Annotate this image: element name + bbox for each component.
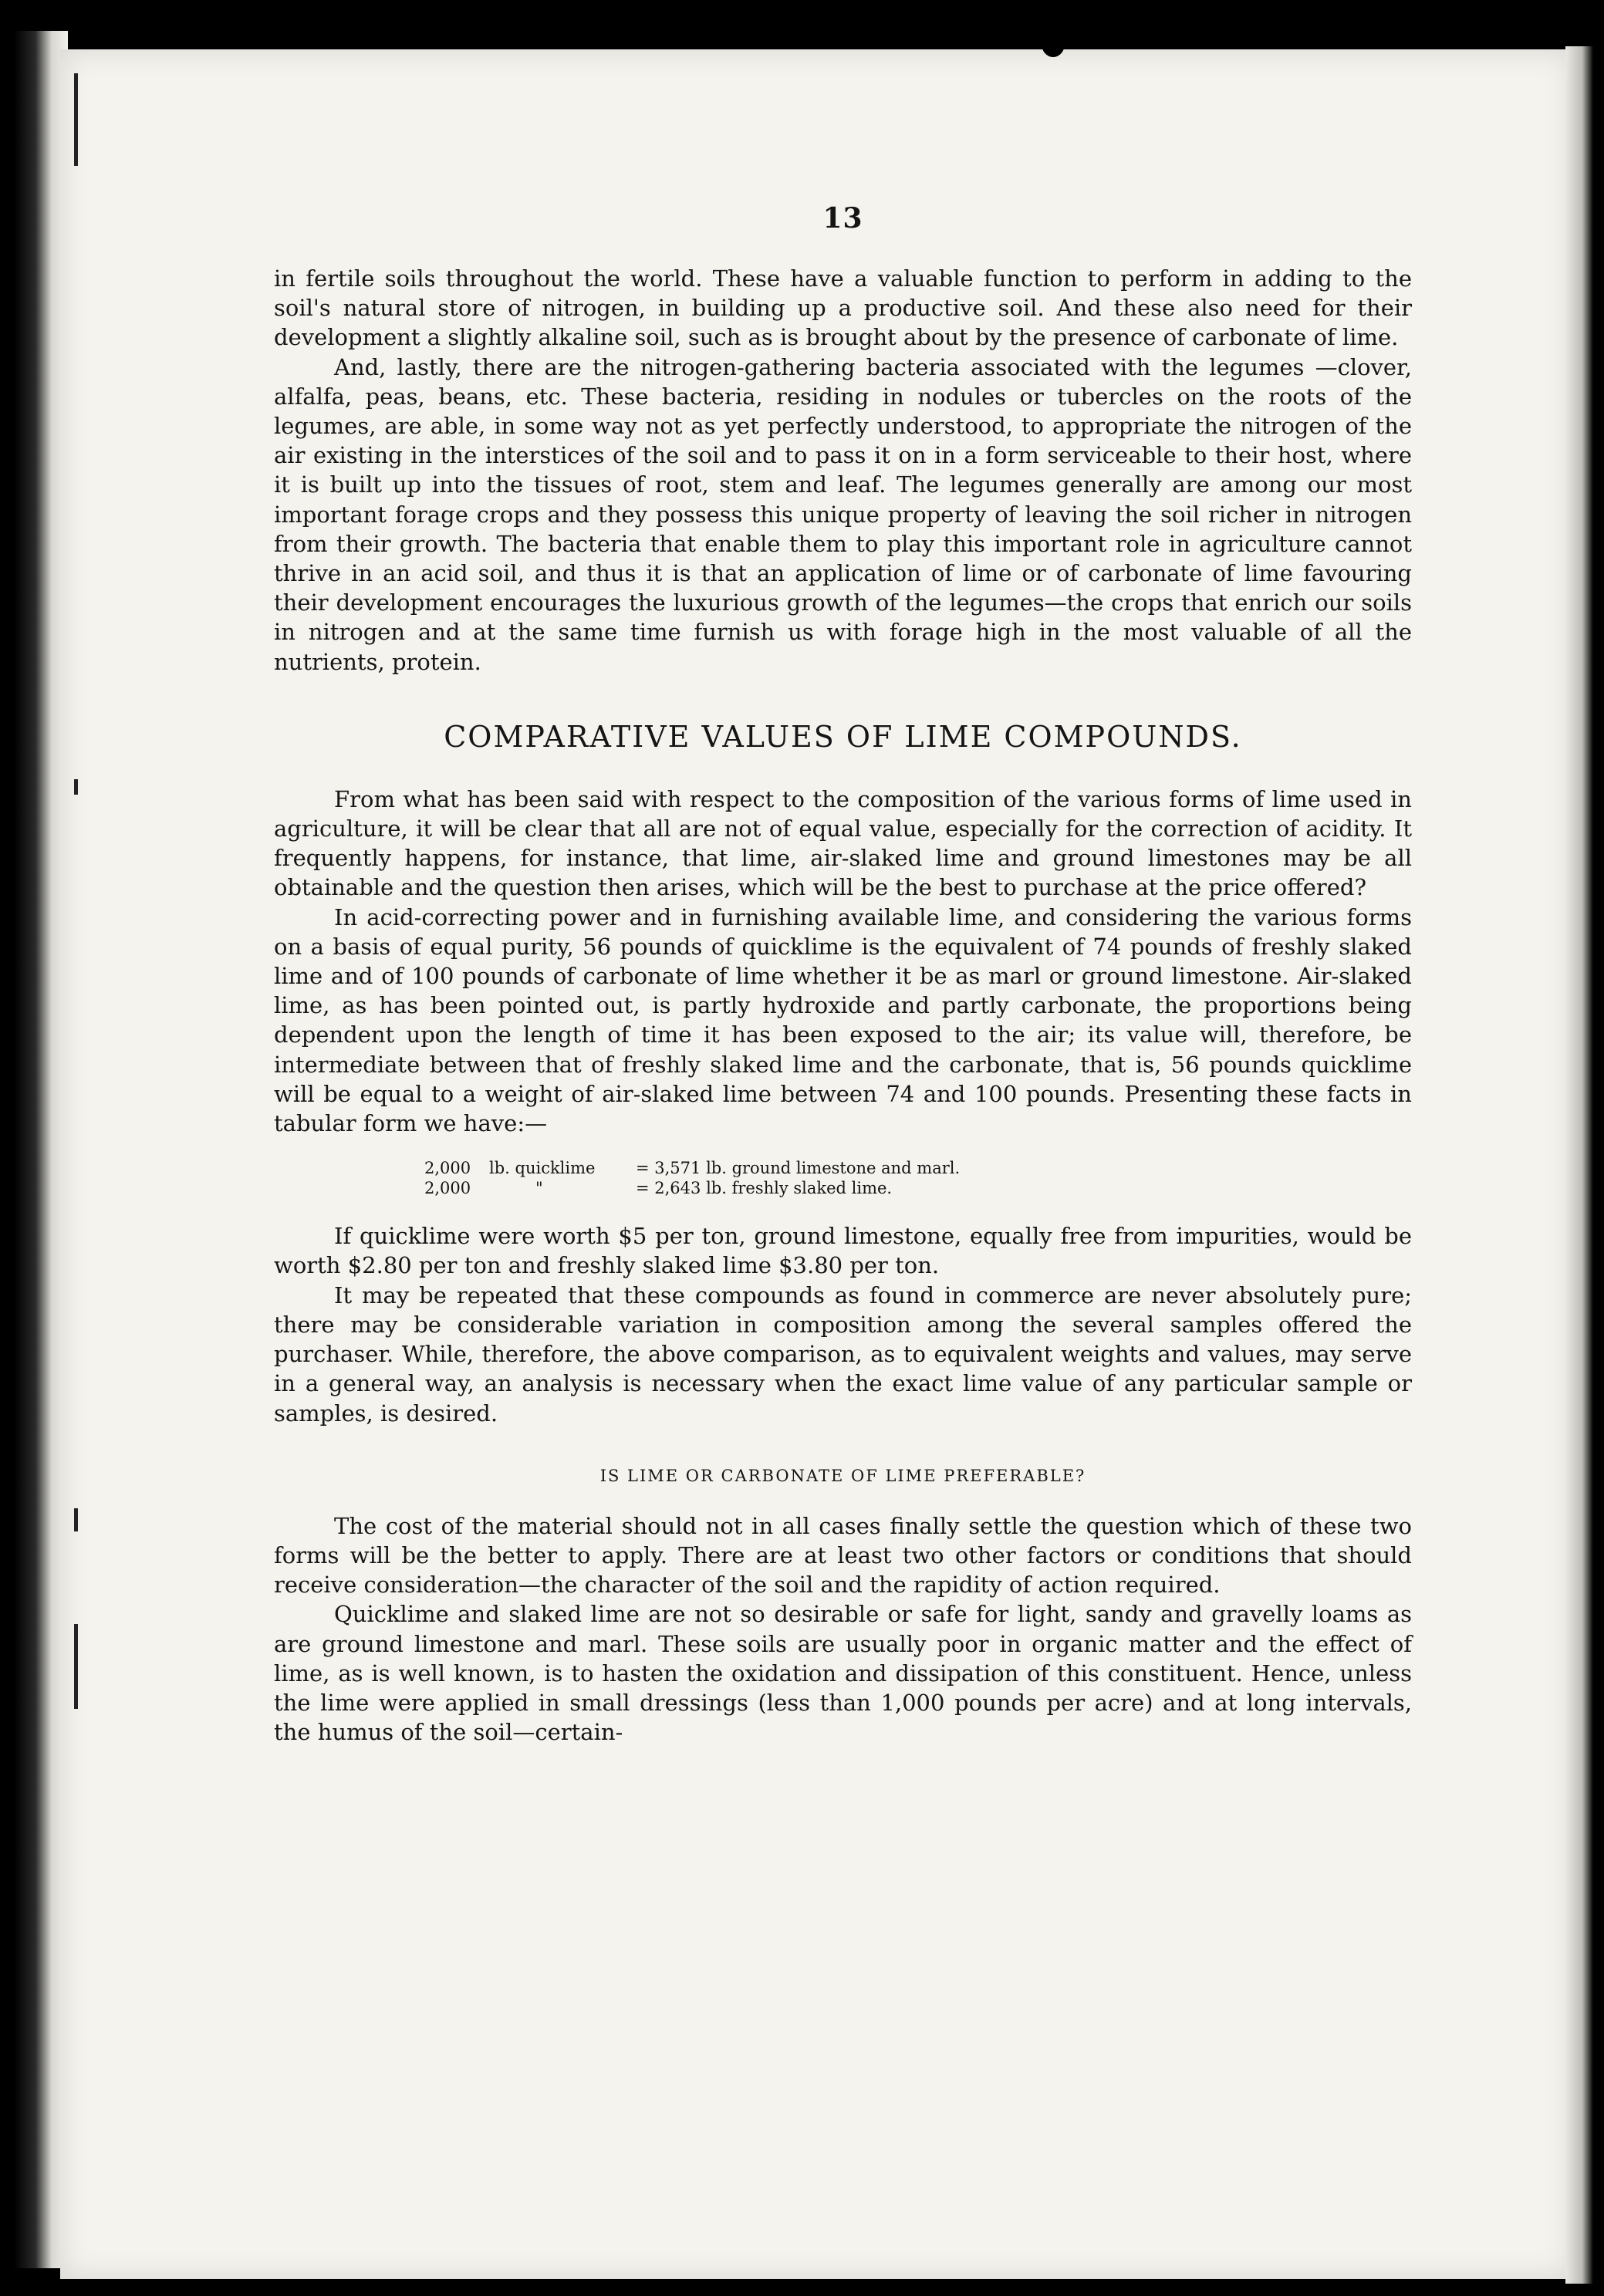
equivalence-row (424, 1158, 1412, 1178)
equivalence-result: = 3,571 lb. ground limestone and marl. (636, 1159, 961, 1178)
equivalence-table (424, 1158, 1412, 1198)
binding-mark-top (74, 73, 78, 166)
section1-paragraph-3: If quicklime were worth $5 per ton, ground limestone, equally free from impurities, would be worth $2.80 per ton and freshly slaked lime $3.80 per ton. (274, 1223, 1412, 1279)
section2-paragraph-2: Quicklime and slaked lime are not so desirable or safe for light, sandy and gravelly loams as are ground limestone and marl. These soils are usually poor in organic matter and the effect of lime, as is well known, is to hasten the oxidation and dissipation of this constituent. Hence, unless the lime were applied in small dressings (less than 1,000 pounds per acre) and at long intervals, the humus of the soil—certain- (274, 1601, 1412, 1746)
section1-paragraph-2: In acid-correcting power and in furnishing available lime, and considering the various forms on a basis of equal purity, 56 pounds of quicklime is the equivalent of 74 pounds of freshly slaked lime and of 100 pounds of carbonate of lime whether it be as marl or ground limestone. Air-slaked lime, as has been pointed out, is partly hydroxide and partly carbonate, the proportions being dependent upon the length of time it has been exposed to the air; its value will, therefore, be intermediate between that of freshly slaked lime and the carbonate, that is, 56 pounds quicklime will be equal to a weight of air-slaked lime between 74 and 100 pounds. Presenting these facts in tabular form we have:— (274, 903, 1412, 1137)
binding-notch (1042, 31, 1065, 57)
intro-paragraph-1: in fertile soils throughout the world. These have a valuable function to perform in adding to the soil's natural store of nitrogen, in building up a productive soil. And these also need for their development a slightly alkaline soil, such as is brought about by the presence of carbonate of lime. (274, 265, 1412, 351)
equivalence-result: = 2,643 lb. freshly slaked lime. (636, 1179, 893, 1198)
section2-paragraph-1: The cost of the material should not in all cases finally settle the question which of these two forms will be the better to apply. There are at least two other factors or conditions that should receive consideration—the character of the soil and the rapidity of action required. (274, 1512, 1412, 1599)
binding-mark-lower (74, 1624, 78, 1709)
section-heading-lime-or-carbonate: IS LIME OR CARBONATE OF LIME PREFERABLE? (599, 1466, 1086, 1485)
section-heading-comparative-values: COMPARATIVE VALUES OF LIME COMPOUNDS. (444, 719, 1242, 754)
equivalence-row (424, 1178, 1412, 1198)
binding-mark-middle (74, 779, 78, 795)
right-page-edge (1565, 46, 1593, 2284)
equivalence-unit: lb. quicklime (489, 1159, 596, 1178)
page-number: 13 (822, 202, 863, 235)
equivalence-quantity: 2,000 (424, 1159, 471, 1178)
section1-paragraph-1: From what has been said with respect to the composition of the various forms of lime used in agriculture, it will be clear that all are not of equal value, especially for the correction of acidity. It frequently happens, for instance, that lime, air-slaked lime and ground limestones may be all obtainable and the question then arises, which will be the best to purchase at the price offered? (274, 785, 1412, 901)
document-body (274, 202, 1412, 1747)
equivalence-quantity: 2,000 (424, 1179, 471, 1198)
equivalence-unit: " (535, 1179, 543, 1198)
binding-mark-upper-lower (74, 1508, 78, 1531)
intro-paragraph-2: And, lastly, there are the nitrogen-gathering bacteria associated with the legumes —clover, alfalfa, peas, beans, etc. These bacteria, residing in nodules or tubercles on the roots of the legumes, are able, in some way not as yet perfectly understood, to appropriate the nitrogen of the air existing in the interstices of the soil and to pass it on in a form serviceable to their host, where it is built up into the tissues of root, stem and leaf. The legumes generally are among our most important forage crops and they possess this unique property of leaving the soil richer in nitrogen from their growth. The bacteria that enable them to play this important role in agriculture cannot thrive in an acid soil, and thus it is that an application of lime or of carbonate of lime favouring their development encourages the luxurious growth of the legumes—the crops that enrich our soils in nitrogen and at the same time furnish us with forage high in the most valuable of all the nutrients, protein. (274, 353, 1412, 675)
section1-paragraph-4: It may be repeated that these compounds as found in commerce are never absolutely pure; there may be considerable variation in composition among the several samples offered the purchaser. While, therefore, the above comparison, as to equivalent weights and values, may serve in a general way, an analysis is necessary when the exact lime value of any particular sample or samples, is desired. (274, 1281, 1412, 1427)
